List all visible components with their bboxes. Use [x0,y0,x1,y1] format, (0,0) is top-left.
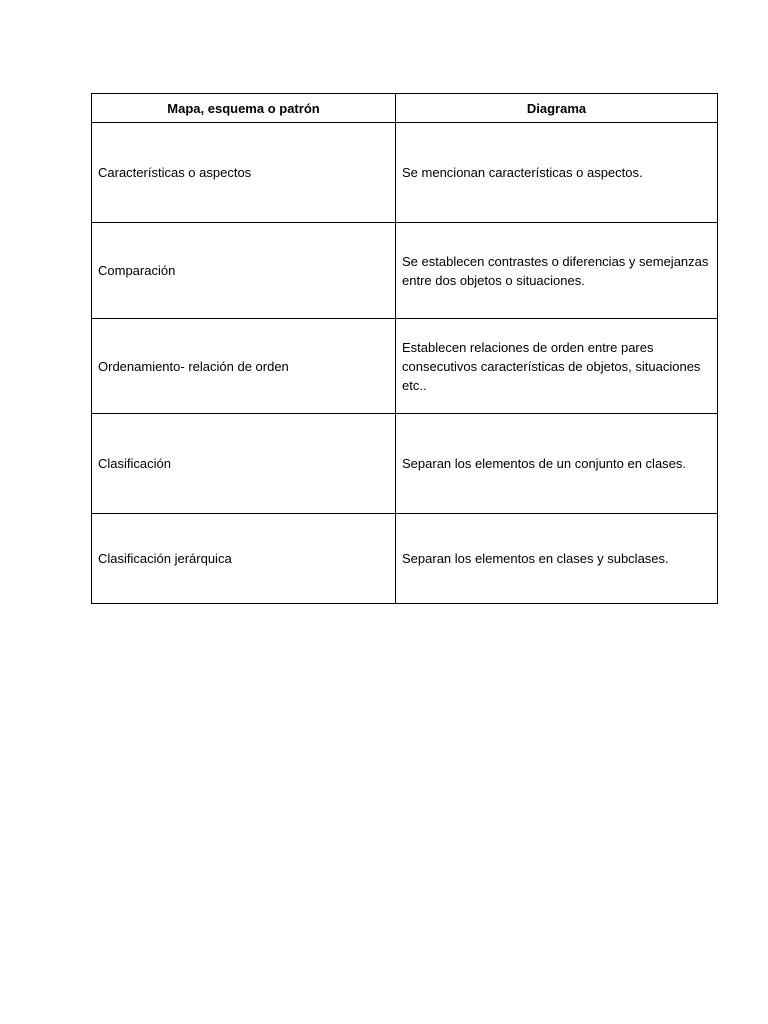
table-row [92,514,718,604]
table-row [92,223,718,319]
row-label-cell: Clasificación jerárquica [92,514,396,604]
row-description-cell: Separan los elementos en clases y subclases. [396,514,718,604]
table-row [92,319,718,414]
row-label-cell: Características o aspectos [92,123,396,223]
row-label-cell: Ordenamiento- relación de orden [92,319,396,414]
row-description-cell: Separan los elementos de un conjunto en clases. [396,414,718,514]
header-cell-map-type: Mapa, esquema o patrón [92,94,396,123]
row-label-cell: Comparación [92,223,396,319]
row-description-cell: Se mencionan características o aspectos. [396,123,718,223]
row-description-cell: Se establecen contrastes o diferencias y semejanzas entre dos objetos o situaciones. [396,223,718,319]
row-label-cell: Clasificación [92,414,396,514]
comparison-table [91,93,718,604]
table-row [92,123,718,223]
table-header-row [92,94,718,123]
table-row [92,414,718,514]
row-description-cell: Establecen relaciones de orden entre pares consecutivos características de objetos, situaciones etc.. [396,319,718,414]
header-cell-diagram: Diagrama [396,94,718,123]
